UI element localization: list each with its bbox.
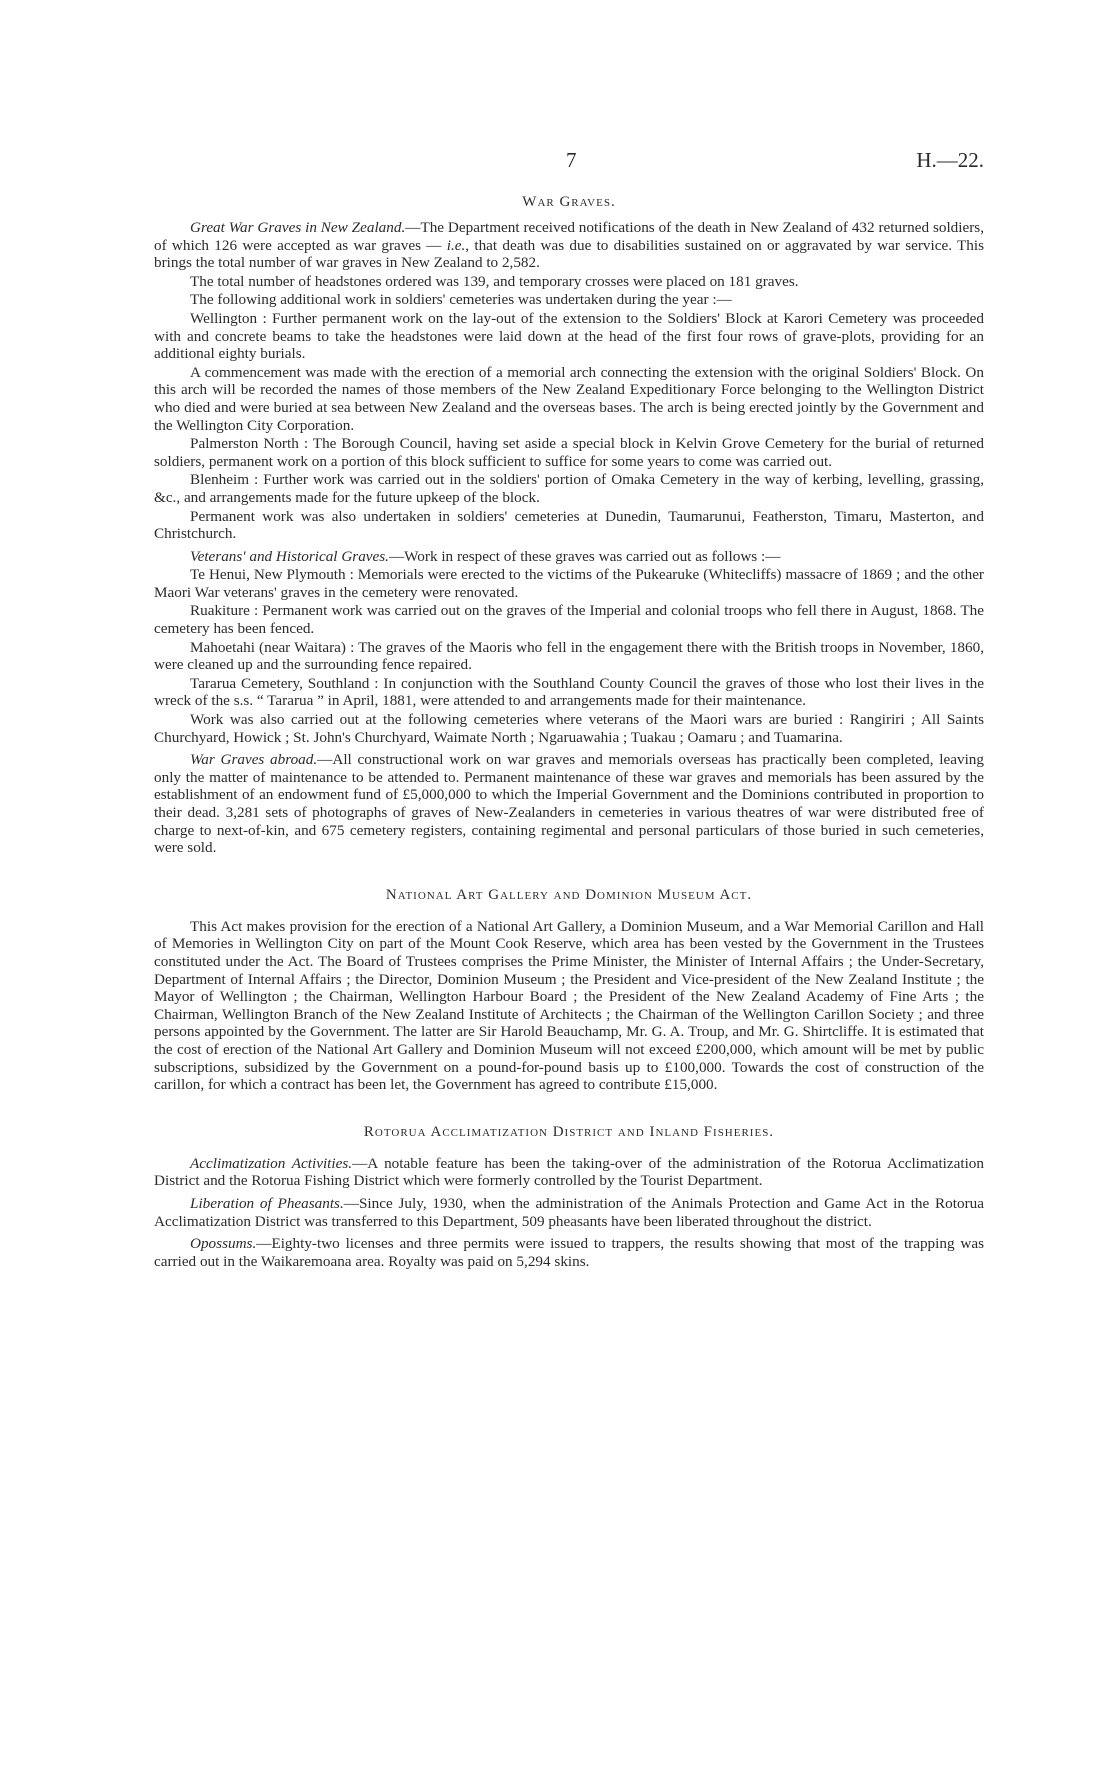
paragraph: Tararua Cemetery, Southland : In conjunction with the Southland County Council the graves of those who lost their lives in the wreck of the s.s. “ Tararua ” in April, 1881, were attended to and arrangements made for their maintenance. [154,674,984,710]
paragraph: A commencement was made with the erection of a memorial arch connecting the extension with the original Soldiers' Block. On this arch will be recorded the names of those members of the New Zealand Expeditionary Force belonging to the Wellington District who died and were buried at sea between New Zealand and the overseas bases. The arch is being erected jointly by the Government and the Wellington City Corporation. [154,363,984,434]
paragraph: Veterans' and Historical Graves.—Work in respect of these graves was carried out as follows :— [190,547,781,565]
paragraph: Ruakiture : Permanent work was carried out on the graves of the Imperial and colonial troops who fell there in August, 1868. The cemetery has been fenced. [154,602,984,638]
section-heading-war-graves: War Graves. [522,194,616,210]
page-header [0,148,1114,178]
paragraph: Blenheim : Further work was carried out in the soldiers' portion of Omaka Cemetery in the way of kerbing, levelling, grassing, &c., and arrangements made for the future upkeep of the block. [154,471,984,506]
paragraph: The total number of headstones ordered was 139, and temporary crosses were placed on 181 graves. [190,272,799,290]
paragraph: Acclimatization Activities.—A notable feature has been the taking-over of the administration of the Rotorua Acclimatization District and the Rotorua Fishing District which were formerly controlled by the Tourist Department. [154,1154,984,1190]
paragraph-lead: Acclimatization Activities. [190,1154,353,1172]
paragraph: War Graves abroad.—All constructional work on war graves and memorials overseas has practically been completed, leaving only the matter of maintenance to be attended to. Permanent maintenance of these war graves and memorials has been assured by the establishment of an endowment fund of £5,000,000 to which the Imperial Government and the Dominions contributed in proportion to their dead. 3,281 sets of photographs of graves of New-Zealanders in cemeteries in various theatres of war were distributed free of charge to next-of-kin, and 675 cemetery registers, containing regimental and personal particulars of those buried in such cemeteries, were sold. [154,751,984,857]
paragraph: Palmerston North : The Borough Council, having set aside a special block in Kelvin Grove Cemetery for the burial of returned soldiers, permanent work on a portion of this block sufficient to suffice for some years to come was carried out. [154,435,984,470]
paragraph: Mahoetahi (near Waitara) : The graves of the Maoris who fell in the engagement there with the British troops in November, 1860, were cleaned up and the surrounding fence repaired. [154,638,984,674]
paragraph: This Act makes provision for the erection of a National Art Gallery, a Dominion Museum, and a War Memorial Carillon and Hall of Memories in Wellington City on part of the Mount Cook Reserve, which area has been vested by the Government in the Trustees constituted under the Act. The Board of Trustees comprises the Prime Minister, the Minister of Internal Affairs ; the Under-Secretary, Department of Internal Affairs ; the Director, Dominion Museum ; the President and Vice-president of the New Zealand Institute ; the Mayor of Wellington ; the Chairman, Wellington Harbour Board ; the President of the New Zealand Academy of Fine Arts ; the Chairman, Wellington Branch of the New Zealand Institute of Architects ; the Chairman of the Wellington Carillon Society ; and three persons appointed by the Government. The latter are Sir Harold Beauchamp, Mr. G. A. Troup, and Mr. G. Shirtcliffe. It is estimated that the cost of erection of the National Art Gallery and Dominion Museum will not exceed £200,000, which amount will be met by public subscriptions, subsidized by the Government on a pound-for-pound basis up to £100,000. Towards the cost of construction of the carillon, for which a contract has been let, the Government has agreed to contribute £15,000. [154,917,984,1094]
paragraph: Wellington : Further permanent work on the lay-out of the extension to the Soldiers' Block at Karori Cemetery was proceeded with and concrete beams to take the headstones were laid down at the head of the first four rows of grave-plots, providing for an additional eighty burials. [154,309,984,363]
paragraph-lead: Liberation of Pheasants. [190,1194,344,1212]
paragraph: Opossums.—Eighty-two licenses and three permits were issued to trappers, the results showing that most of the trapping was carried out in the Waikaremoana area. Royalty was paid on 5,294 skins. [154,1235,984,1270]
section-heading-rotorua: Rotorua Acclimatization District and Inland Fisheries. [363,1123,775,1140]
paragraph-lead: War Graves abroad. [190,751,318,769]
paragraph-lead: Veterans' and Historical Graves. [190,547,389,565]
paragraph: The following additional work in soldiers' cemeteries was undertaken during the year :— [190,291,732,309]
paragraph: Great War Graves in New Zealand.—The Department received notifications of the death in New Zealand of 432 returned soldiers, of which 126 were accepted as war graves — i.e., that death was due to disabilities sustained on or aggravated by war service. This brings the total number of war graves in New Zealand to 2,582. [154,219,984,272]
paragraph: Permanent work was also undertaken in soldiers' cemeteries at Dunedin, Taumarunui, Featherston, Timaru, Masterton, and Christchurch. [154,507,984,543]
paragraph-lead: Great War Graves in New Zealand. [190,219,406,236]
document-body [154,194,984,1275]
page-number: 7 [566,148,577,172]
paragraph: Work was also carried out at the following cemeteries where veterans of the Maori wars are buried : Rangiriri ; All Saints Churchyard, Howick ; St. John's Churchyard, Waimate North ; Ngaruawahia ; Tuakau ; Oamaru ; and Tuamarina. [154,711,984,746]
paragraph: Te Henui, New Plymouth : Memorials were erected to the victims of the Pukearuke (Whitecliffs) massacre of 1869 ; and the other Maori War veterans' graves in the cemetery were renovated. [154,566,984,601]
paragraph: Liberation of Pheasants.—Since July, 1930, when the administration of the Animals Protection and Game Act in the Rotorua Acclimatization District was transferred to this Department, 509 pheasants have been liberated throughout the district. [154,1194,984,1230]
paragraph-lead: Opossums. [190,1235,257,1253]
document-reference: H.—22. [916,148,984,172]
section-heading-art-gallery: National Art Gallery and Dominion Museum Act. [385,886,753,903]
